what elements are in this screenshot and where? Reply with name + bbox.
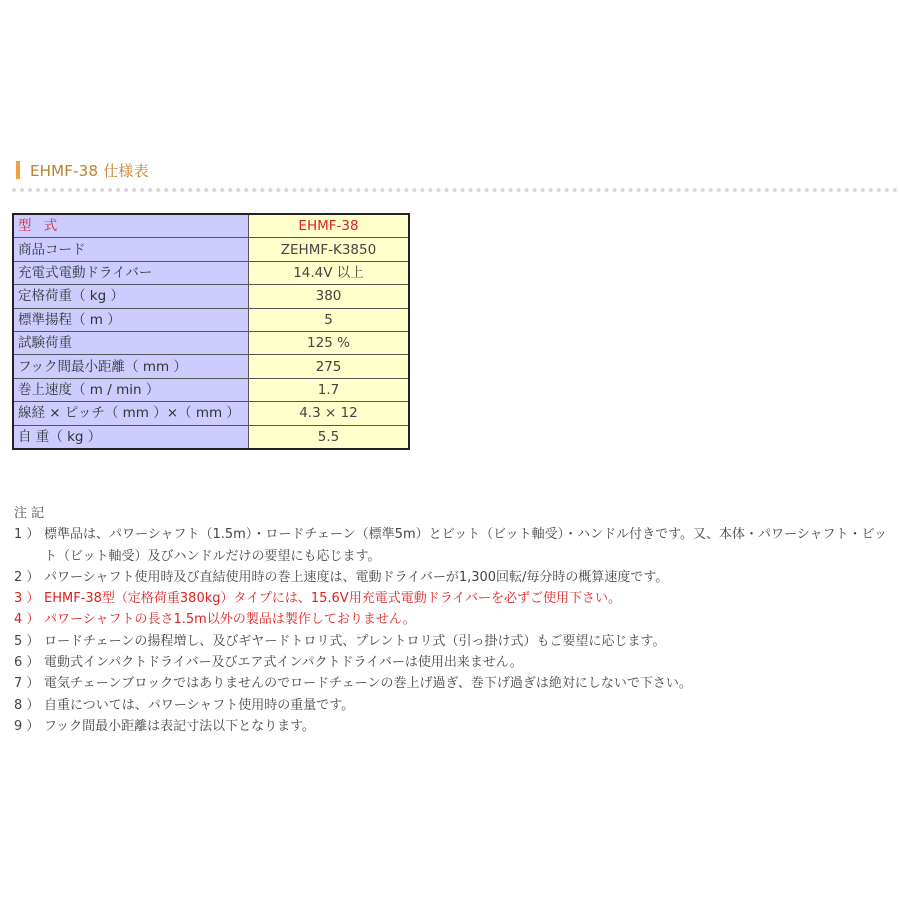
note-text: 標準品は、パワーシャフト（1.5m）・ロードチェーン（標準5m）とビット（ビット軸受）・ハンドル付きです。又、本体・パワーシャフト・ビット（ビット軸受）及びハンドルだけの要望にも応じます。 — [44, 527, 887, 564]
spec-row-lift-speed — [13, 378, 409, 401]
note-text: EHMF-38型（定格荷重380kg）タイプには、15.6V用充電式電動ドライバーを必ずご使用下さい。 — [44, 591, 622, 607]
note-text: 電気チェーンブロックではありませんのでロードチェーンの巻上げ過ぎ、巻下げ過ぎは絶対にしないで下さい。 — [44, 676, 692, 692]
spec-table-header-row — [13, 214, 409, 238]
spec-label: 試験荷重 — [13, 331, 249, 354]
note-number: 2 ） — [14, 569, 40, 585]
spec-value: 4.3 × 12 — [249, 402, 410, 425]
spec-row-rated-load — [13, 285, 409, 308]
note-item — [14, 695, 894, 716]
section-title: EHMF-38 仕様表 — [30, 161, 149, 180]
note-text: パワーシャフトの長さ1.5m以外の製品は製作しておりません。 — [44, 612, 416, 628]
note-item-warning — [14, 609, 894, 630]
spec-model-label: 型 式 — [13, 214, 249, 238]
spec-label: フック間最小距離（ mm ） — [13, 355, 249, 378]
dotted-divider — [12, 188, 898, 192]
spec-label: 線経 × ピッチ（ mm ）×（ mm ） — [13, 402, 249, 425]
note-number: 6 ） — [14, 655, 40, 671]
spec-row-test-load — [13, 331, 409, 354]
spec-label: 巻上速度（ m / min ） — [13, 378, 249, 401]
note-item — [14, 567, 894, 588]
note-number: 4 ） — [14, 612, 40, 628]
note-item — [14, 524, 894, 567]
note-text: 自重については、パワーシャフト使用時の重量です。 — [44, 697, 355, 713]
spec-label: 充電式電動ドライバー — [13, 261, 249, 284]
note-number: 9 ） — [14, 718, 40, 734]
spec-value: 275 — [249, 355, 410, 378]
notes-section — [14, 503, 894, 737]
spec-model-value: EHMF-38 — [249, 214, 410, 238]
note-item — [14, 652, 894, 673]
spec-value: 380 — [249, 285, 410, 308]
section-heading — [16, 158, 149, 182]
spec-label: 定格荷重（ kg ） — [13, 285, 249, 308]
note-number: 1 ） — [14, 527, 40, 543]
spec-value: 1.7 — [249, 378, 410, 401]
spec-value: 5.5 — [249, 425, 410, 449]
spec-table — [12, 213, 410, 450]
spec-row-product-code — [13, 238, 409, 261]
note-number: 8 ） — [14, 697, 40, 713]
note-number: 7 ） — [14, 676, 40, 692]
spec-value: 14.4V 以上 — [249, 261, 410, 284]
spec-row-hook-distance — [13, 355, 409, 378]
notes-title: 注 記 — [14, 506, 45, 521]
note-number: 5 ） — [14, 633, 40, 649]
note-item-warning — [14, 588, 894, 609]
spec-value: 5 — [249, 308, 410, 331]
heading-accent-bar — [16, 161, 20, 179]
spec-row-lift-height — [13, 308, 409, 331]
spec-value: 125 % — [249, 331, 410, 354]
spec-row-chain-pitch — [13, 402, 409, 425]
note-number: 3 ） — [14, 591, 40, 607]
spec-row-weight — [13, 425, 409, 449]
note-text: フック間最小距離は表記寸法以下となります。 — [44, 718, 316, 734]
note-item — [14, 631, 894, 652]
spec-row-driver — [13, 261, 409, 284]
spec-label: 商品コード — [13, 238, 249, 261]
spec-label: 標準揚程（ m ） — [13, 308, 249, 331]
note-text: ロードチェーンの揚程増し、及びギヤードトロリ式、プレントロリ式（引っ掛け式）もご要望に応じます。 — [44, 633, 666, 649]
note-text: パワーシャフト使用時及び直結使用時の巻上速度は、電動ドライバーが1,300回転/毎分時の概算速度です。 — [44, 569, 669, 585]
note-text: 電動式インパクトドライバー及びエア式インパクトドライバーは使用出来ません。 — [44, 655, 523, 671]
spec-value: ZEHMF-K3850 — [249, 238, 410, 261]
spec-label: 自 重（ kg ） — [13, 425, 249, 449]
note-item — [14, 673, 894, 694]
note-item — [14, 716, 894, 737]
